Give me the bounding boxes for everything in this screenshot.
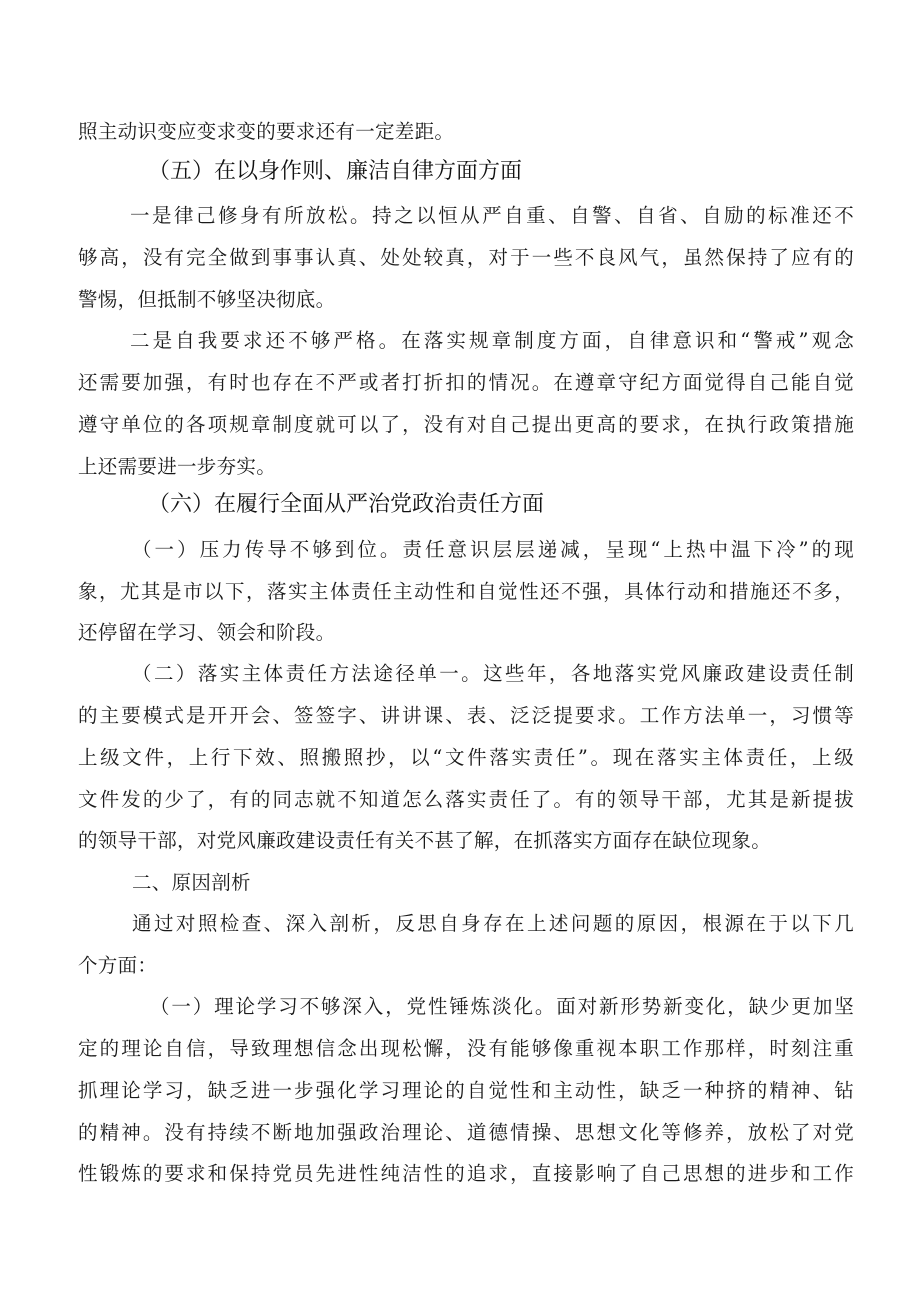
paragraph-line: （二）落实主体责任方法途径单一。这些年，各地落实党风廉政建设责任制	[132, 662, 854, 685]
paragraph-line: 上还需要进一步夯实。	[78, 455, 277, 478]
paragraph-line: 通过对照检查、深入剖析，反思自身存在上述问题的原因，根源在于以下几	[132, 912, 854, 935]
paragraph-line: 够高，没有完全做到事事认真、处处较真，对于一些不良风气，虽然保持了应有的	[78, 246, 854, 269]
paragraph-line: 抓理论学习，缺乏进一步强化学习理论的自觉性和主动性，缺乏一种挤的精神、钻	[78, 1079, 854, 1102]
paragraph-line: 定的理论自信，导致理想信念出现松懈，没有能够像重视本职工作那样，时刻注重	[78, 1037, 854, 1060]
section-heading-6: （六）在履行全面从严治党政治责任方面	[148, 492, 545, 517]
paragraph-line: 二是自我要求还不够严格。在落实规章制度方面，自律意识和“警戒”观念	[130, 329, 854, 352]
paragraph-line: 一是律己修身有所放松。持之以恒从严自重、自警、自省、自励的标准还不	[130, 204, 854, 227]
paragraph-line: 性锻炼的要求和保持党员先进性纯洁性的追求，直接影响了自己思想的进步和工作	[78, 1162, 854, 1185]
part-heading: 二、原因剖析	[132, 871, 251, 894]
paragraph-line: 象，尤其是市以下，落实主体责任主动性和自觉性还不强，具体行动和措施还不多，	[78, 580, 854, 603]
paragraph-line: （一）理论学习不够深入，党性锤炼淡化。面对新形势新变化，缺少更加坚	[150, 995, 854, 1018]
section-heading-5: （五）在以身作则、廉洁自律方面方面	[148, 159, 523, 184]
paragraph-line: 上级文件，上行下效、照搬照抄，以“文件落实责任”。现在落实主体责任，上级	[78, 746, 854, 769]
paragraph-line: 还需要加强，有时也存在不严或者打折扣的情况。在遵章守纪方面觉得自己能自觉	[78, 371, 854, 394]
paragraph-line: 的主要模式是开开会、签签字、讲讲课、表、泛泛提要求。工作方法单一，习惯等	[78, 704, 854, 727]
paragraph-line: 的精神。没有持续不断地加强政治理论、道德情操、思想文化等修养，放松了对党	[78, 1121, 854, 1144]
paragraph-line: （一）压力传导不够到位。责任意识层层递减，呈现“上热中温下冷”的现	[132, 538, 854, 561]
paragraph-line: 警惕，但抵制不够坚决彻底。	[78, 288, 336, 311]
paragraph-line: 的领导干部，对党风廉政建设责任有关不甚了解，在抓落实方面存在缺位现象。	[78, 829, 772, 852]
paragraph-line: 个方面：	[78, 954, 158, 977]
paragraph-line: 遵守单位的各项规章制度就可以了，没有对自己提出更高的要求，在执行政策措施	[78, 413, 854, 436]
paragraph-line: 还停留在学习、领会和阶段。	[78, 621, 336, 644]
paragraph-line: 照主动识变应变求变的要求还有一定差距。	[78, 120, 455, 143]
paragraph-line: 文件发的少了，有的同志就不知道怎么落实责任了。有的领导干部，尤其是新提拔	[78, 788, 854, 811]
